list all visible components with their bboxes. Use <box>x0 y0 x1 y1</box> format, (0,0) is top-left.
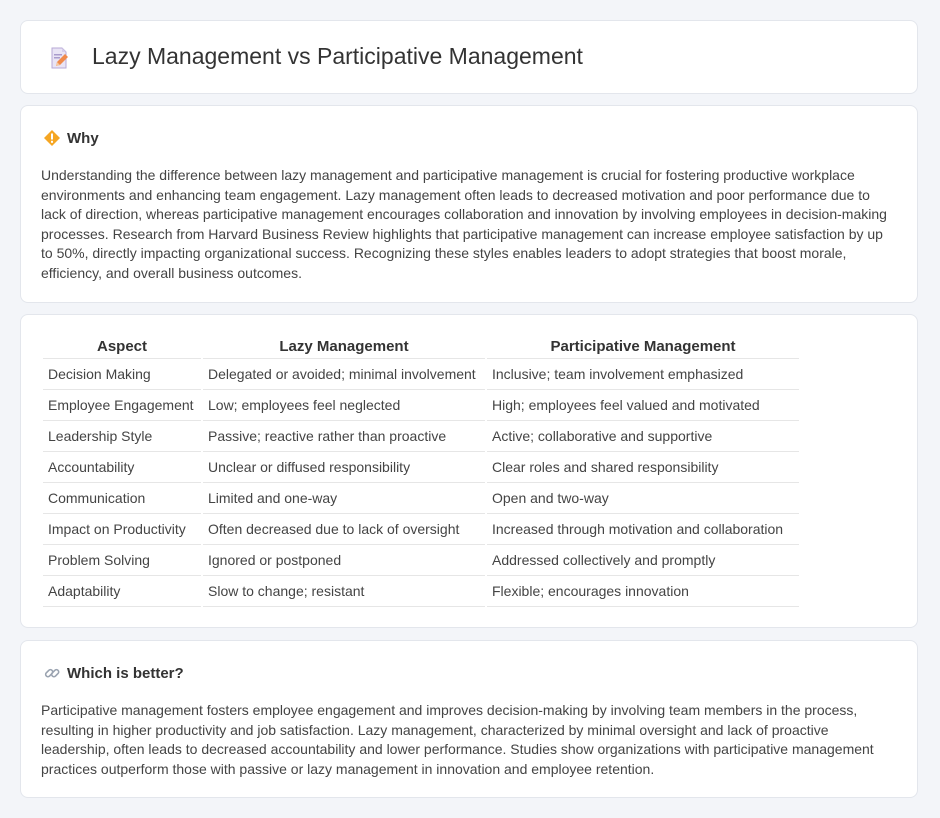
column-header-aspect: Aspect <box>43 335 201 359</box>
comparison-table-card <box>20 314 918 628</box>
table-cell: Slow to change; resistant <box>203 576 485 607</box>
document-edit-icon <box>47 46 71 70</box>
table-cell: Limited and one-way <box>203 483 485 514</box>
better-text: Participative management fosters employee engagement and improves decision-making by involving team members in the process, resulting in higher productivity and job satisfaction. Lazy management, characterized by minimal oversight and lack of proactive leadership, often leads to decreased accountability and lower performance. Studies show organizations with participative management practices outperform those with passive or lazy management in innovation and employee retention. <box>41 702 874 777</box>
table-cell: Ignored or postponed <box>203 545 485 576</box>
column-header-lazy: Lazy Management <box>203 335 485 359</box>
table-cell: Low; employees feel neglected <box>203 390 485 421</box>
table-cell: Delegated or avoided; minimal involvement <box>203 359 485 390</box>
table-row <box>43 452 799 483</box>
why-text: Understanding the difference between lazy management and participative management is crucial for fostering productive workplace environments and enhancing team engagement. Lazy management often leads to decreased motivation and poor performance due to lack of direction, whereas participative management encourages collaboration and innovation by involving employees in decision-making processes. Research from Harvard Business Review highlights that participative management can increase employee satisfaction by up to 50%, directly impacting organizational success. Recognizing these styles enables leaders to adopt strategies that boost morale, efficiency, and overall business outcomes. <box>41 167 887 281</box>
table-cell: High; employees feel valued and motivated <box>487 390 799 421</box>
table-cell: Flexible; encourages innovation <box>487 576 799 607</box>
title-card <box>20 20 918 94</box>
table-row <box>43 576 799 607</box>
table-row <box>43 514 799 545</box>
table-cell: Employee Engagement <box>43 390 201 421</box>
table-cell: Passive; reactive rather than proactive <box>203 421 485 452</box>
warning-diamond-icon <box>43 129 61 147</box>
page-title: Lazy Management vs Participative Management <box>92 43 583 69</box>
link-icon <box>43 664 61 682</box>
table-cell: Increased through motivation and collaboration <box>487 514 799 545</box>
table-cell: Problem Solving <box>43 545 201 576</box>
table-row <box>43 483 799 514</box>
column-header-participative: Participative Management <box>487 335 799 359</box>
table-cell: Adaptability <box>43 576 201 607</box>
better-heading: Which is better? <box>67 664 184 682</box>
table-cell: Unclear or diffused responsibility <box>203 452 485 483</box>
table-cell: Inclusive; team involvement emphasized <box>487 359 799 390</box>
table-cell: Often decreased due to lack of oversight <box>203 514 485 545</box>
table-header-row <box>43 335 799 359</box>
table-cell: Decision Making <box>43 359 201 390</box>
table-cell: Addressed collectively and promptly <box>487 545 799 576</box>
table-row <box>43 545 799 576</box>
table-cell: Leadership Style <box>43 421 201 452</box>
table-row <box>43 390 799 421</box>
table-row <box>43 359 799 390</box>
comparison-table <box>41 335 801 607</box>
table-cell: Communication <box>43 483 201 514</box>
table-cell: Active; collaborative and supportive <box>487 421 799 452</box>
table-cell: Clear roles and shared responsibility <box>487 452 799 483</box>
why-section <box>20 105 918 303</box>
table-cell: Open and two-way <box>487 483 799 514</box>
table-cell: Impact on Productivity <box>43 514 201 545</box>
table-row <box>43 421 799 452</box>
table-cell: Accountability <box>43 452 201 483</box>
which-is-better-section <box>20 640 918 798</box>
why-heading: Why <box>67 129 99 147</box>
